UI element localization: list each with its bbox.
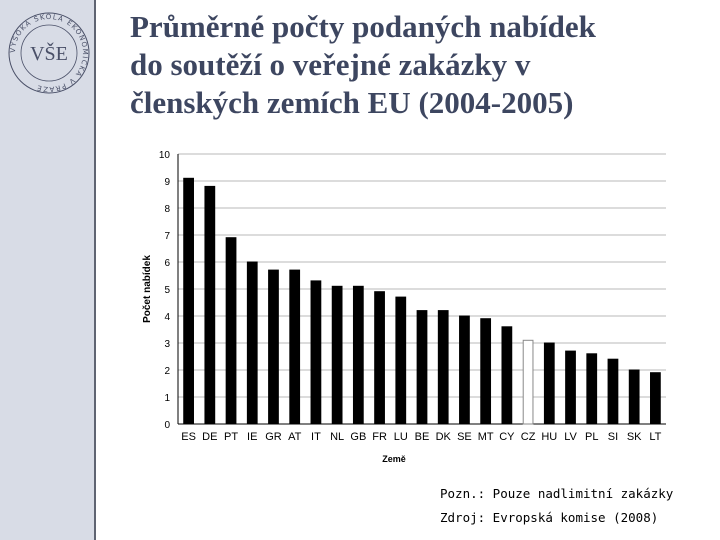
y-tick-label: 0 bbox=[164, 420, 170, 431]
y-tick-label: 4 bbox=[164, 312, 170, 323]
x-tick-label: CY bbox=[499, 431, 515, 443]
bar-be bbox=[417, 311, 427, 424]
bar-ie bbox=[247, 262, 257, 424]
bar-si bbox=[608, 359, 618, 424]
bar-it bbox=[311, 281, 321, 424]
bar-pl bbox=[587, 354, 597, 424]
vse-logo bbox=[6, 10, 92, 96]
bar-se bbox=[460, 316, 470, 424]
bar-sk bbox=[629, 370, 639, 424]
bar-at bbox=[290, 270, 300, 424]
y-tick-label: 1 bbox=[164, 393, 170, 404]
x-tick-label: PL bbox=[585, 431, 599, 443]
bar-hu bbox=[544, 343, 554, 424]
y-tick-label: 10 bbox=[158, 150, 170, 161]
page-title bbox=[130, 8, 710, 122]
bar-lv bbox=[566, 351, 576, 424]
title-line-1: Průměrné počty podaných nabídek bbox=[130, 9, 596, 44]
y-tick-label: 6 bbox=[164, 258, 170, 269]
x-tick-label: SE bbox=[457, 431, 472, 443]
bar-lu bbox=[396, 297, 406, 424]
bar-mt bbox=[481, 319, 491, 424]
x-tick-label: ES bbox=[181, 431, 196, 443]
svg-text:VŠE: VŠE bbox=[30, 43, 68, 65]
chart-notes bbox=[440, 482, 673, 530]
x-tick-label: PT bbox=[224, 431, 239, 443]
x-tick-label: FR bbox=[372, 431, 387, 443]
x-tick-label: AT bbox=[288, 431, 302, 443]
svg-text:VYSOKÁ ŠKOLA EKONOMICKÁ V PRAZ: VYSOKÁ ŠKOLA EKONOMICKÁ V PRAZE bbox=[8, 12, 90, 94]
x-tick-label: MT bbox=[477, 431, 494, 443]
bar-lt bbox=[651, 373, 661, 424]
y-tick-label: 9 bbox=[164, 177, 170, 188]
bar-cz bbox=[523, 340, 533, 424]
bar-es bbox=[184, 178, 194, 424]
title-line-2: do soutěží o veřejné zakázky v bbox=[130, 47, 531, 82]
bar-pt bbox=[226, 238, 236, 424]
x-tick-label: IE bbox=[247, 431, 258, 443]
bar-chart bbox=[128, 140, 676, 472]
bar-chart-svg bbox=[128, 140, 676, 472]
x-tick-label: DK bbox=[435, 431, 451, 443]
x-tick-label: CZ bbox=[520, 431, 536, 443]
bar-de bbox=[205, 186, 215, 424]
y-tick-label: 7 bbox=[164, 231, 170, 242]
x-tick-label: LU bbox=[393, 431, 408, 443]
x-tick-label: SI bbox=[607, 431, 619, 443]
bar-fr bbox=[375, 292, 385, 424]
x-axis-title: Země bbox=[382, 454, 406, 464]
x-tick-label: SK bbox=[626, 431, 642, 443]
y-tick-label: 2 bbox=[164, 366, 170, 377]
x-tick-label: DE bbox=[202, 431, 218, 443]
source-text: Zdroj: Evropská komise (2008) bbox=[440, 510, 659, 525]
x-tick-label: IT bbox=[311, 431, 321, 443]
bar-dk bbox=[438, 311, 448, 424]
x-tick-label: HU bbox=[541, 431, 558, 443]
y-axis-title: Počet nabídek bbox=[142, 255, 153, 323]
x-tick-label: BE bbox=[414, 431, 430, 443]
bar-cy bbox=[502, 327, 512, 424]
y-tick-label: 5 bbox=[164, 285, 170, 296]
y-tick-label: 3 bbox=[164, 339, 170, 350]
bar-gb bbox=[353, 286, 363, 424]
sidebar-band bbox=[0, 0, 96, 540]
bar-nl bbox=[332, 286, 342, 424]
x-tick-label: GR bbox=[265, 431, 282, 443]
x-tick-label: LV bbox=[564, 431, 577, 443]
x-tick-label: GB bbox=[350, 431, 367, 443]
x-tick-label: NL bbox=[330, 431, 345, 443]
y-tick-label: 8 bbox=[164, 204, 170, 215]
title-line-3: členských zemích EU (2004-2005) bbox=[130, 85, 574, 120]
note-text: Pozn.: Pouze nadlimitní zakázky bbox=[440, 486, 674, 501]
x-tick-label: LT bbox=[649, 431, 662, 443]
bar-gr bbox=[269, 270, 279, 424]
